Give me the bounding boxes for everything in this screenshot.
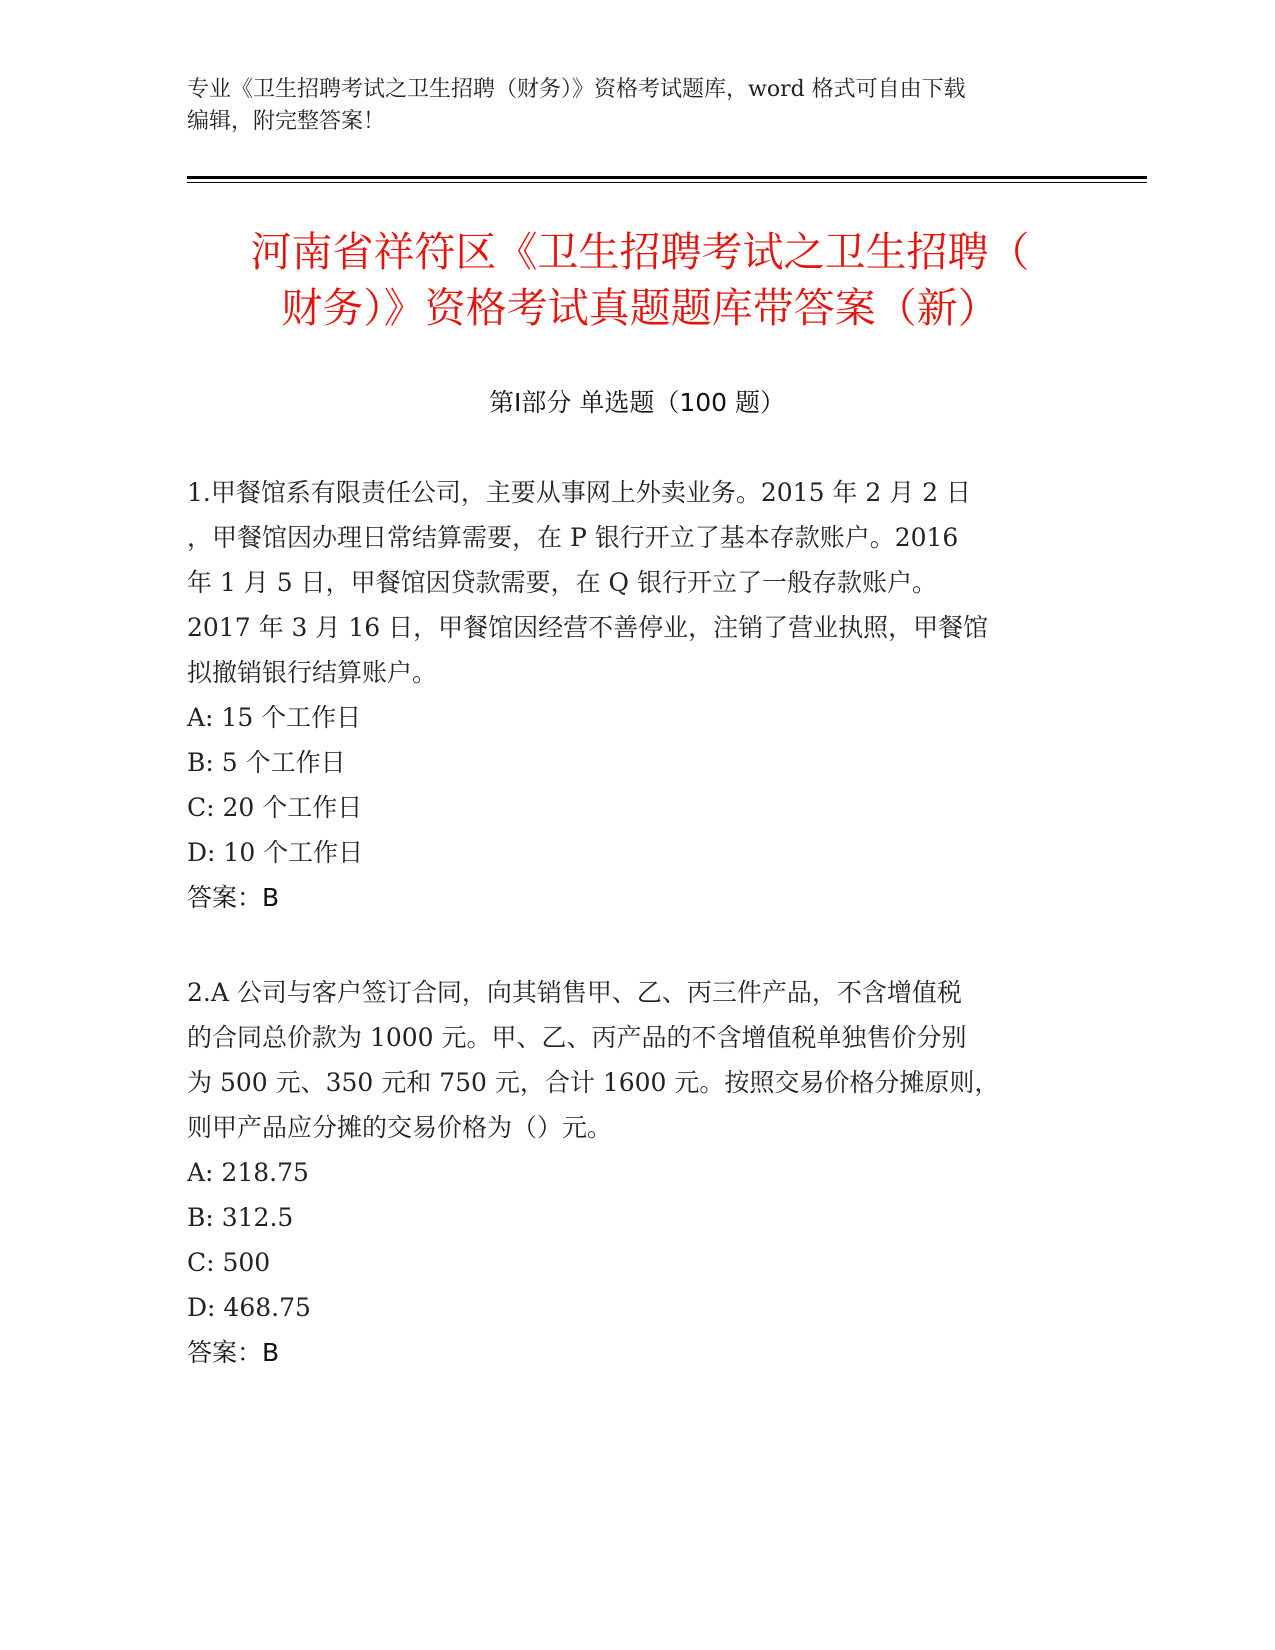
stem-line: 1.甲餐馆系有限责任公司，主要从事网上外卖业务。2015 年 2 月 2 日 <box>187 478 972 507</box>
section-heading: 第Ⅰ部分 单选题（100 题） <box>489 388 785 417</box>
header-note-line: 编辑，附完整答案！ <box>187 109 386 134</box>
header-divider-thick <box>187 176 1147 179</box>
answer: 答案：B <box>187 1338 280 1367</box>
stem-line: 则甲产品应分摊的交易价格为（）元。 <box>187 1113 613 1142</box>
stem-line: 年 1 月 5 日，甲餐馆因贷款需要，在 Q 银行开立了一般存款账户。 <box>187 568 937 597</box>
header-divider-thin <box>187 182 1147 183</box>
document-title <box>180 224 1100 336</box>
option-b: B: 5 个工作日 <box>187 748 346 777</box>
header-note-line: 专业《卫生招聘考试之卫生招聘（财务）》资格考试题库，word 格式可自由下载 <box>187 77 966 102</box>
option-c: C: 500 <box>187 1248 271 1277</box>
stem-line: 为 500 元、350 元和 750 元，合计 1600 元。按照交易价格分摊原则， <box>187 1068 1000 1097</box>
option-a: A: 15 个工作日 <box>187 703 362 732</box>
stem-line: 拟撤销银行结算账户。 <box>187 658 438 687</box>
stem-line: ，甲餐馆因办理日常结算需要，在 P 银行开立了基本存款账户。2016 <box>187 523 959 552</box>
option-b: B: 312.5 <box>187 1203 294 1232</box>
option-d: D: 468.75 <box>187 1293 311 1322</box>
stem-line: 2017 年 3 月 16 日，甲餐馆因经营不善停业，注销了营业执照，甲餐馆 <box>187 613 989 642</box>
title-line: 河南省祥符区《卫生招聘考试之卫生招聘（ <box>250 228 1030 276</box>
stem-line: 的合同总价款为 1000 元。甲、乙、丙产品的不含增值税单独售价分别 <box>187 1023 967 1052</box>
question-1 <box>187 470 1087 920</box>
option-c: C: 20 个工作日 <box>187 793 363 822</box>
option-d: D: 10 个工作日 <box>187 838 364 867</box>
question-stem <box>187 970 1087 1150</box>
stem-line: 2.A 公司与客户签订合同，向其销售甲、乙、丙三件产品，不含增值税 <box>187 978 962 1007</box>
option-a: A: 218.75 <box>187 1158 309 1187</box>
question-stem <box>187 470 1087 695</box>
question-2 <box>187 970 1087 1375</box>
answer: 答案：B <box>187 883 280 912</box>
title-line: 财务）》资格考试真题题库带答案（新） <box>281 284 999 332</box>
header-note <box>187 74 1067 138</box>
